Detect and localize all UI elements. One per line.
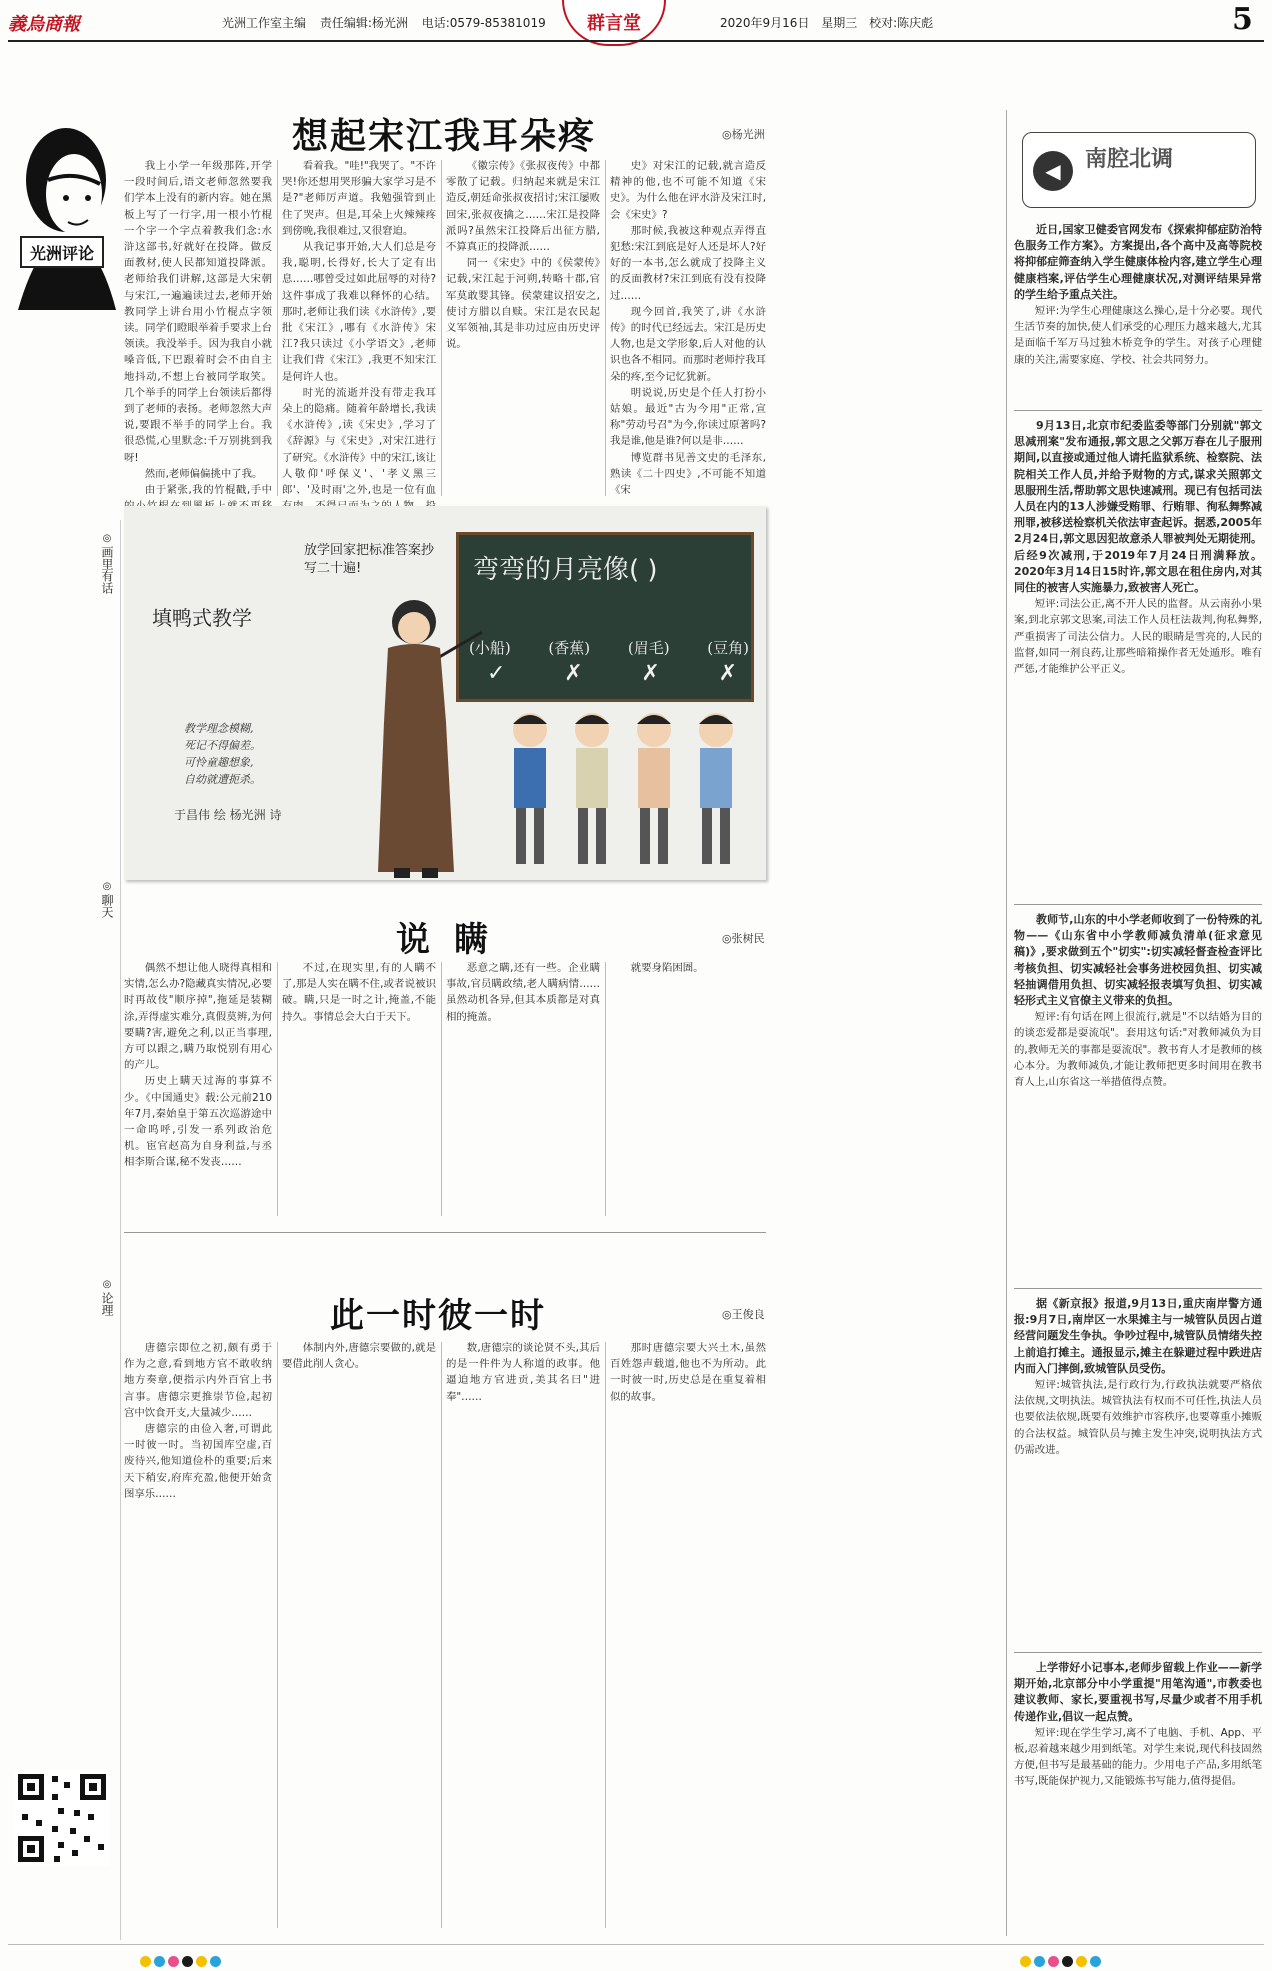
lead-text: 教师节,山东的中小学老师收到了一份特殊的礼物——《山东省中小学教师减负清单(征求意见稿)》,要求做到五个"切实":切实减轻督查检查评比考核负担、切实减轻社会事务进校园负担、切实减轻抽调借用负担、切实减轻报表填写负担、切实减轻形式主义官僚主义带来的负担。 <box>1014 913 1262 1008</box>
color-dot <box>1090 1956 1101 1967</box>
date: 2020年9月16日 <box>720 16 810 30</box>
comment-text: 短评:为学生心理健康这么操心,是十分必要。现代生活节奏的加快,使人们承受的心理压力越来越大,尤其是面临千军万马过独木桥竞争的学生。对孩子心理健康的关注,需要家庭、学校、社会共同努力。 <box>1014 305 1262 366</box>
qr-code[interactable] <box>14 1770 110 1866</box>
article1-title: 想起宋江我耳朵疼 <box>292 116 597 157</box>
section-seal-label: 群言堂 <box>587 13 641 34</box>
right-item-4 <box>1014 1296 1262 1646</box>
paragraph: 博览群书见善文史的毛泽东,熟读《二十四史》,不可能不知道《宋 <box>610 451 766 497</box>
side-label-cartoon: ◎ 画里有话 <box>100 533 114 594</box>
poem-line: 死记不得偏差。 <box>184 739 261 752</box>
column-divider <box>441 160 442 496</box>
item-rule <box>1014 410 1262 411</box>
paragraph: 时光的流逝并没有带走我耳朵上的隐痛。随着年龄增长,我读《水浒传》,读《宋史》,学习了《辞源》与《宋史》,对宋江进行了研究。《水浒传》中的宋江,该让人敬仰'呼保义'、'孝义黑三郎'、'及时雨'之外,也是一位有血 <box>282 386 436 497</box>
item-rule <box>1014 904 1262 905</box>
right-column-divider <box>1006 110 1007 1936</box>
masthead-date <box>720 14 933 31</box>
column-divider <box>605 962 606 1216</box>
blackboard-title: 弯弯的月亮像( ) <box>473 555 658 585</box>
side-label-theory: ◎ 论理 <box>100 1279 114 1316</box>
comment-text: 短评:有句话在网上很流行,就是"不以结婚为目的的谈恋爱都是耍流氓"。套用这句话:"对教师减负为目的,教师无关的事都是耍流氓"。教书育人才是教师的核心本分。为教师减负,才能让教师把更多时间用在教书育人上,山东省这一举措值得点赞。 <box>1014 1011 1262 1089</box>
color-dot <box>1034 1956 1045 1967</box>
column-divider <box>441 962 442 1216</box>
color-dot <box>1020 1956 1031 1967</box>
paragraph: 同一《宋史》中的《侯蒙传》记载,宋江起于河朔,转略十郡,官军莫敢婴其锋。侯蒙建议招安之,使讨方腊以自赎。宋江是农民起义军领袖,其是非功过应由历史评说。 <box>446 257 600 351</box>
paragraph: 体制内外,唐德宗要做的,就是要借此削人贪心。 <box>282 1342 436 1371</box>
masthead-editor <box>222 14 546 31</box>
lead-text: 9月13日,北京市纪委监委等部门分别就"郭文思减刑案"发布通报,郭文思之父郭万春在儿子服刑期间,以直接或通过他人请托监狱系统、检察院、法院相关工作人员,并给予财物的方式,谋求关照郭文思服刑生活,帮助郭文思快速减刑。现已有包括司法人员在内的13人涉嫌受贿罪、行贿罪、徇私舞弊减刑罪,被移送检察机关依法审查起诉。据悉,2005年2月24日,郭文思因犯故意杀人罪被判处无期徒刑。后经9次减刑,于2019年7月24日刑满释放。2020年3月14日15时许,郭文思在租住房内,对其同住的被害人实施暴力,致被害人死亡。 <box>1014 419 1262 595</box>
poem-line: 自幼就遭扼杀。 <box>184 773 261 786</box>
paragraph: 历史上瞒天过海的事算不少。《中国通史》载:公元前210年7月,秦始皇于第五次巡游途中一命呜呼,引发一系列政治危机。宦官赵高为自身利益,与丞相李斯合谋,秘不发丧…… <box>124 1075 272 1169</box>
column-divider <box>605 160 606 496</box>
paragraph: 偶然不想让他人晓得真相和实情,怎么办?隐藏真实情况,必要时再故伎"顺序掉",拖延是装糊涂,弄得虚实难分,真假莫辨,为何要瞒?害,避免之利,以正当事理,方可以跟之,瞒乃取悦别有用心的产儿。 <box>124 962 272 1072</box>
check-mark-icon: ✓ <box>487 661 506 686</box>
column-divider <box>441 1342 442 1928</box>
paragraph: 不过,在现实里,有的人瞒不了,那是人实在瞒不住,或者说被识破。瞒,只是一时之计,掩盖,不能持久。事情总会大白于天下。 <box>282 962 436 1023</box>
poem-line: 教学理念模糊, <box>184 722 254 735</box>
right-logo <box>1022 132 1256 208</box>
page-number: 5 <box>1232 2 1253 37</box>
paragraph: 看着我。"哇!"我哭了。"不许哭!你还想用哭形骗大家学习是不是?"老师厉声道。我勉强管到止住了哭声。但是,耳朵上火辣辣疼到傍晚,我很难过,又很窘迫。 <box>282 160 436 237</box>
color-dot <box>140 1956 151 1967</box>
blackboard <box>456 532 754 702</box>
color-dot <box>196 1956 207 1967</box>
color-dot <box>1076 1956 1087 1967</box>
cartoon-credit: 于昌伟 绘 杨光洲 诗 <box>174 808 282 822</box>
article3-title: 此一时彼一时 <box>330 1296 546 1336</box>
right-item-5 <box>1014 1660 1262 1934</box>
article3-byline: ◎王俊良 <box>722 1308 765 1321</box>
comment-text: 短评:城管执法,是行政行为,行政执法就要严格依法依规,文明执法。城管执法有权而不可任性,执法人员也要依法依规,既要有效维护市容秩序,也要尊重小摊贩的合法权益。城管队员与摊主发生冲突,说明执法方式仍需改进。 <box>1014 1379 1262 1456</box>
side-label-chat-text: 聊天 <box>100 894 114 918</box>
students-figures <box>500 706 746 876</box>
paragraph: 唐德宗的由俭入奢,可谓此一时彼一时。当初国库空虚,百废待兴,他知道俭朴的重要;后来天下稍安,府库充盈,他便开始贪图享乐…… <box>124 1423 272 1500</box>
paragraph: 《徽宗传》《张叔夜传》中都零散了记载。归纳起来就是宋江造反,朝廷命张叔夜招讨;宋江屡败回宋,张叔夜擒之……宋江是投降派吗?虽然宋江投降后出征方腊,不算真正的投降派…… <box>446 160 600 254</box>
cartoon-poem <box>184 720 261 788</box>
answer: (小船) <box>469 639 511 657</box>
paragraph: 就要身陷困圄。 <box>630 962 704 974</box>
phone: 电话:0579-85381019 <box>421 16 546 30</box>
lead-text: 近日,国家卫健委官网发布《探索抑郁症防治特色服务工作方案》。方案提出,各个高中及高等院校将抑郁症筛查纳入学生健康体检内容,建立学生心理健康档案,评估学生心理健康状况,对测评结果异常的学生给予重点关注。 <box>1014 223 1262 301</box>
paragraph: 明说说,历史是个任人打扮小姑娘。最近"古为今用"正常,宣称"劳动号召"为今,你读过原著吗?我是谁,他是谁?何以是非…… <box>610 386 766 448</box>
article3-col4 <box>610 1340 766 1930</box>
section-rule <box>124 1232 766 1233</box>
color-dot <box>168 1956 179 1967</box>
lead-text: 据《新京报》报道,9月13日,重庆南岸警方通报:9月7日,南岸区一水果摊主与一城管队员因占道经营问题发生争执。争吵过程中,城管队员情绪失控上前追打摊主。通报显示,摊主在躲避过程中跌进店内而入门摔倒,致城管队员受伤。 <box>1014 1297 1262 1375</box>
color-dot <box>1048 1956 1059 1967</box>
proofreader: 校对:陈庆彪 <box>869 16 934 30</box>
blackboard-answers <box>469 637 749 658</box>
footer-dots-right <box>1020 1952 1104 1971</box>
article1-col1 <box>124 158 272 498</box>
paragraph: 由于紧张,我的竹棍戳,手中 <box>144 484 272 497</box>
article2-title: 说 瞒 <box>396 920 494 960</box>
column-divider <box>277 160 278 496</box>
megaphone-icon: ◀ <box>1033 151 1073 191</box>
left-rule <box>120 520 121 1940</box>
paragraph: 然而,老师偏偏挑中了我。 <box>144 467 263 480</box>
footer-dots-left <box>140 1952 224 1971</box>
paragraph: 从我记事开始,大人们总是夸我,聪明,长得好,长大了定有出息……哪曾受过如此屈辱的对待?这件事成了我难以释怀的心结。那时,老师让我们读《水浒传》,要批《宋江》,哪有《水浒传》宋江?我只读过《小学语文》,老师让我们背《宋江》,我更不知宋江是何许人也。 <box>282 241 436 383</box>
answer: (香蕉) <box>548 639 591 657</box>
cross-mark-icon: ✗ <box>718 661 737 686</box>
article1-col3 <box>446 158 600 498</box>
lead-text: 上学带好小记事本,老师步留载上作业——新学期开始,北京部分中小学重提"用笔沟通",市教委也建议教师、家长,要重视书写,尽量少或者不用手机传递作业,倡议一起点赞。 <box>1014 1661 1262 1723</box>
column-divider <box>277 1342 278 1928</box>
right-item-3 <box>1014 912 1262 1282</box>
item-rule <box>1014 1288 1262 1289</box>
footer-rule <box>8 1944 1264 1945</box>
paragraph: 数,唐德宗的谈论贤不头,其后的是一件件为人称道的政事。他逼迫地方官进贡,美其名曰"进奉"…… <box>446 1342 600 1403</box>
article2-col1 <box>124 960 272 1218</box>
column-logo-box <box>20 236 104 268</box>
article3-col3 <box>446 1340 600 1930</box>
right-item-2 <box>1014 418 1262 898</box>
editor-line: 光洲工作室主编 <box>222 16 307 30</box>
color-dot <box>154 1956 165 1967</box>
article2-col3 <box>446 960 600 1218</box>
cross-mark-icon: ✗ <box>641 661 660 686</box>
paragraph: 那时唐德宗要大兴土木,虽然百姓怨声载道,他也不为所动。此一时彼一时,历史总是在重复着相似的故事。 <box>610 1342 766 1403</box>
paragraph: 唐德宗即位之初,颇有勇于作为之意,看到地方官不敢收纳地方奏章,便指示内外百官上书言事。唐德宗更推崇节俭,起初宫中饮食开支,大量减少…… <box>124 1342 272 1419</box>
answer: (豆角) <box>707 639 749 657</box>
weekday: 星期三 <box>821 16 858 30</box>
article3-col2 <box>282 1340 436 1930</box>
column-portrait <box>8 110 118 350</box>
cartoon-title: 填鸭式教学 <box>152 606 252 630</box>
article1-col2 <box>282 158 436 498</box>
paragraph: 我上小学一年级那阵,开学一段时间后,语文老师忽然要我们学本上没有的新内容。她在黑板上写了一行字,用一根小竹棍一个字一个字点着教我们念:水浒这部书,好就好在投降。做反面教材,使人民都知道投降派。老师给我们讲解,这部是大宋朝与宋江,一遍遍读过去,老师开始教同学上讲台用小竹棍点字领读。同学们瞪眼举着手要求上台领读。我没举手。因为我自小就嗓音低,下巴跟着时会不由自主地抖动,不想上台被同学取笑。几个举手的同学上台领读后都得到了老师的表扬。老师忽然大声说,要跟不举手的同学上台。我很恐慌,心里默念:千万别挑到我呀! <box>124 160 272 464</box>
item-rule <box>1014 1652 1262 1653</box>
side-label-cartoon-text: 画里有话 <box>100 546 114 594</box>
paper-name: 義烏商報 <box>8 14 80 35</box>
paragraph: 恶意之瞒,还有一些。企业瞒事故,官员瞒政绩,老人瞒病情……虽然动机各异,但其本质都是对真相的掩盖。 <box>446 962 600 1023</box>
paragraph: 史》对宋江的记载,就言造反精神的他,也不可能不知道《宋史》。为什么他在评水浒及宋江时,会《宋史》? <box>610 160 766 221</box>
answer: (眉毛) <box>627 639 670 657</box>
color-dot <box>210 1956 221 1967</box>
cartoon-panel <box>124 506 766 880</box>
column-divider <box>605 1342 606 1928</box>
masthead-rule <box>8 40 1264 42</box>
paragraph: 现今回首,我笑了,讲《水浒传》的时代已经远去。宋江是历史人物,也是文学形象,后人对他的认识也各不相同。而那时老师拧我耳朵的疼,至今记忆犹新。 <box>610 305 766 383</box>
article2-byline: ◎张树民 <box>722 932 765 945</box>
article3-col1 <box>124 1340 272 1930</box>
article2-col4 <box>610 960 766 1218</box>
comment-text: 短评:司法公正,离不开人民的监督。从云南孙小果案,到北京郭文思案,司法工作人员枉法裁判,徇私舞弊,严重损害了司法公信力。人民的眼睛是雪亮的,人民的监督,如同一剂良药,让那些暗箱操作者无处遁形。唯有严惩,才能维护公平正义。 <box>1014 598 1262 676</box>
column-logo-label: 光洲评论 <box>29 243 94 263</box>
article1-col4 <box>610 158 766 498</box>
article1-byline: ◎杨光洲 <box>722 128 765 141</box>
comment-text: 短评:现在学生学习,离不了电脑、手机、App、平板,忍着越来越少用到纸笔。对学生来说,现代科技固然方便,但书写是最基础的能力。少用电子产品,多用纸笔书写,既能保护视力,又能锻炼书写能力,值得提倡。 <box>1014 1726 1262 1788</box>
responsible-editor: 责任编辑:杨光洲 <box>319 16 408 30</box>
paragraph: 那时候,我被这种观点弄得直犯愁:宋江到底是好人还是坏人?好好的一本书,怎么就成了投降主义的反面教材?宋江到底有没有投降过…… <box>610 224 766 302</box>
speech-text: 放学回家把标准答案抄写二十遍! <box>304 543 435 576</box>
color-dot <box>1062 1956 1073 1967</box>
article2-col2 <box>282 960 436 1218</box>
side-label-theory-text: 论理 <box>100 1292 114 1316</box>
teacher-figure <box>354 582 484 882</box>
blackboard-marks <box>487 661 737 686</box>
cross-mark-icon: ✗ <box>564 661 583 686</box>
right-logo-text: 南腔北调 <box>1085 147 1174 172</box>
poem-line: 可怜童趣想象, <box>184 756 254 769</box>
color-dot <box>182 1956 193 1967</box>
side-label-chat: ◎ 聊天 <box>100 881 114 918</box>
portrait-drawing <box>8 110 118 350</box>
column-divider <box>277 962 278 1216</box>
